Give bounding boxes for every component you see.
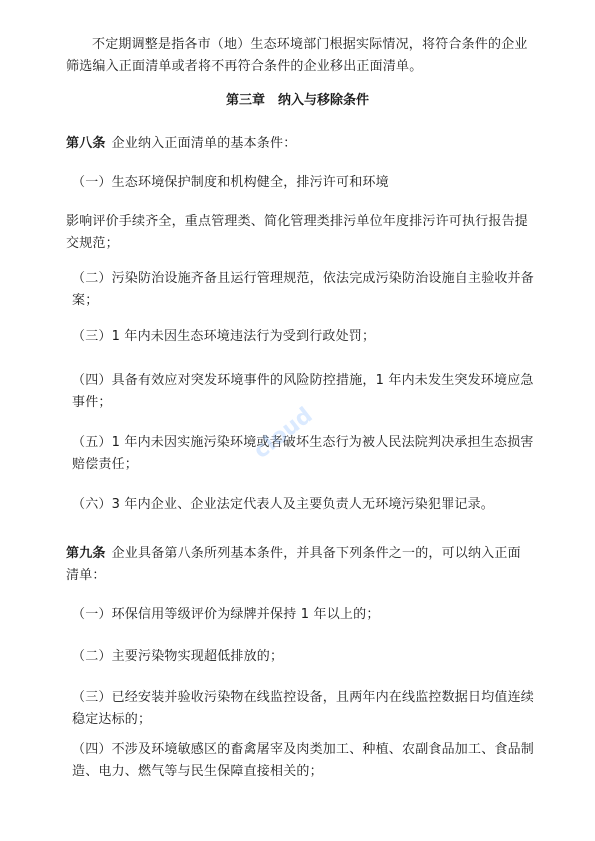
article-8-item-6: （六）3 年内企业、企业法定代表人及主要负责人无环境污染犯罪记录。 xyxy=(72,497,495,512)
article-8-item-1-cont: 影响评价手续齐全，重点管理类、简化管理类排污单位年度排污许可执行报告提交规范； xyxy=(66,214,529,251)
article-8-item-5: （五）1 年内未因实施污染环境或者破坏生态行为被人民法院判决承担生态损害赔偿责任； xyxy=(72,435,534,472)
watermark-text: cloud xyxy=(249,402,318,464)
article-8-label: 第八条 xyxy=(66,136,106,151)
article-9-text: 企业具备第八条所列基本条件，并具备下列条件之一的，可以纳入正面清单： xyxy=(66,546,521,583)
article-9-heading xyxy=(66,543,532,587)
chapter-heading: 第三章 纳入与移除条件 xyxy=(225,93,369,108)
article-8-text: 企业纳入正面清单的基本条件： xyxy=(111,136,297,151)
article-9-label: 第九条 xyxy=(66,546,106,561)
article-9-item-2: （二）主要污染物实现超低排放的； xyxy=(72,649,284,664)
article-8-item-3: （三）1 年内未因生态环境违法行为受到行政处罚； xyxy=(72,329,376,344)
article-8-heading xyxy=(66,133,532,155)
intro-paragraph: 不定期调整是指各市（地）生态环境部门根据实际情况，将符合条件的企业筛选编入正面清单或者将不再符合条件的企业移出正面清单。 xyxy=(66,37,528,74)
article-8-item-2: （二）污染防治设施齐备且运行管理规范，依法完成污染防治设施自主验收并备案； xyxy=(72,271,535,308)
article-8-item-4: （四）具备有效应对突发环境事件的风险防控措施，1 年内未发生突发环境应急事件； xyxy=(72,373,534,410)
article-9-item-3: （三）已经安装并验收污染物在线监控设备，且两年内在线监控数据日均值连续稳定达标的； xyxy=(72,690,535,727)
article-9-item-1: （一）环保信用等级评价为绿牌并保持 1 年以上的； xyxy=(72,607,380,622)
article-9-item-4: （四）不涉及环境敏感区的畜禽屠宰及肉类加工、种植、农副食品加工、食品制造、电力、燃气等与民生保障直接相关的； xyxy=(72,742,535,779)
article-8-item-1: （一）生态环境保护制度和机构健全，排污许可和环境 xyxy=(72,175,389,190)
